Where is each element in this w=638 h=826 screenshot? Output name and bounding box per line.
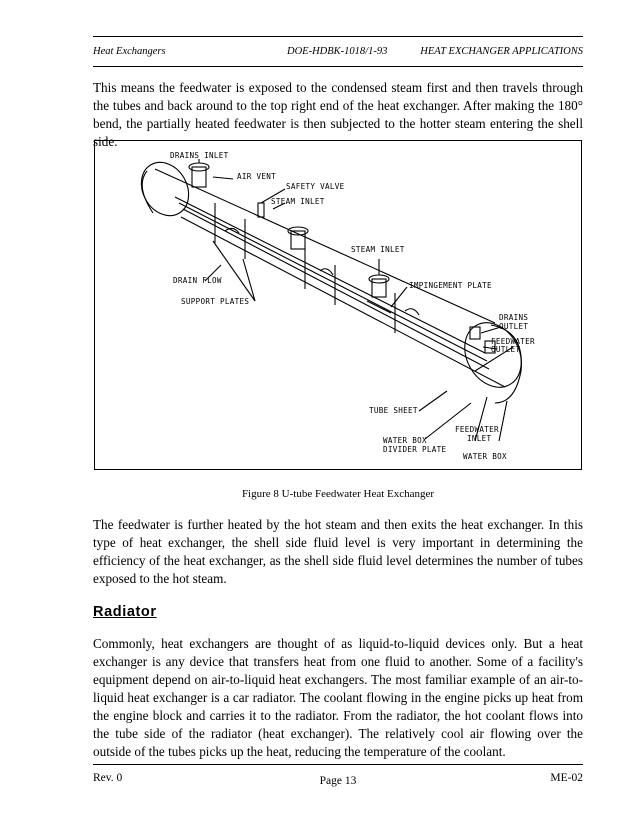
leader-line — [391, 287, 407, 307]
leader-line — [213, 241, 255, 301]
footer-rule — [93, 764, 583, 765]
leader-line — [213, 177, 233, 179]
label-water-box-divider-line1: WATER BOX — [383, 436, 427, 445]
leader-line — [419, 391, 447, 411]
label-water-box-divider-line2: DIVIDER PLATE — [383, 445, 447, 454]
safety-valve — [258, 203, 264, 217]
label-support-plates: SUPPORT PLATES — [181, 297, 250, 306]
radiator-paragraph: Commonly, heat exchangers are thought of as liquid-to-liquid devices only. But a heat exchanger is any device that transfers heat from one fluid to another. Some of a facility's equipment depend on air-to-liquid heat exchangers. The most familiar example of an air-to-liquid heat exchanger is a car radiator. The coolant flowing in the engine picks up heat from the engine block and carries it to the radiator. From the radiator, the hot coolant flows into the tube side of the radiator (heat exchanger). The relatively cool air flowing over the outside of the tubes picks up the heat, reducing the temperature of the coolant. — [93, 636, 583, 759]
footer-left: Rev. 0 — [93, 772, 123, 784]
label-water-box: WATER BOX — [463, 452, 507, 461]
label-drain-flow: DRAIN FLOW — [173, 276, 222, 285]
section-title: Radiator — [93, 604, 157, 620]
label-feedwater-outlet-line2: OUTLET — [491, 345, 521, 354]
u-tube-heat-exchanger-diagram — [95, 141, 581, 469]
label-steam-inlet-1: STEAM INLET — [271, 197, 325, 206]
header-rule-top — [93, 36, 583, 37]
footer-page-number: Page 13 — [319, 775, 357, 787]
leader-line — [243, 259, 255, 301]
tube-line — [175, 197, 485, 353]
label-safety-valve: SAFETY VALVE — [286, 182, 345, 191]
label-drains-outlet-line1: DRAINS — [499, 313, 529, 322]
label-steam-inlet-2: STEAM INLET — [351, 245, 405, 254]
label-feedwater-outlet-line1: FEEDWATER — [491, 337, 535, 346]
leader-line — [481, 327, 501, 333]
flow-arrow — [320, 269, 333, 275]
page-header — [93, 46, 583, 60]
label-drains-outlet-line2: OUTLET — [499, 322, 529, 331]
leader-line — [499, 401, 507, 441]
shell-left-end — [132, 154, 198, 224]
label-tube-sheet: TUBE SHEET — [369, 406, 418, 415]
label-air-vent: AIR VENT — [237, 172, 276, 181]
header-center: DOE-HDBK-1018/1-93 — [287, 46, 388, 57]
header-right: HEAT EXCHANGER APPLICATIONS — [420, 46, 583, 57]
header-rule-bottom — [93, 66, 583, 67]
figure-caption: Figure 8 U-tube Feedwater Heat Exchanger — [241, 488, 435, 500]
steam-inlet-nozzle-2 — [372, 279, 386, 297]
label-drains-inlet: DRAINS INLET — [170, 151, 229, 160]
label-feedwater-inlet-line1: FEEDWATER — [455, 425, 499, 434]
intro-paragraph: This means the feedwater is exposed to the condensed steam first and then travels through the tubes and back around to the top right end of the heat exchanger. After making the 180° bend, the partially heated feedwater is then subjected to the hotter steam entering the shell side. — [93, 80, 583, 149]
figure-frame — [94, 140, 582, 470]
page-footer — [93, 772, 583, 788]
label-feedwater-inlet-line2: INLET — [467, 434, 492, 443]
after-figure-paragraph: The feedwater is further heated by the hot steam and then exits the heat exchanger. In this type of heat exchanger, the shell side fluid level is very important in determining the efficiency of the heat exchanger, as the shell side fluid level determines the number of tubes exposed to the hot steam. — [93, 517, 583, 586]
header-left: Heat Exchangers — [93, 46, 166, 57]
footer-right: ME-02 — [550, 772, 583, 784]
label-impingement-plate: IMPINGEMENT PLATE — [409, 281, 492, 290]
